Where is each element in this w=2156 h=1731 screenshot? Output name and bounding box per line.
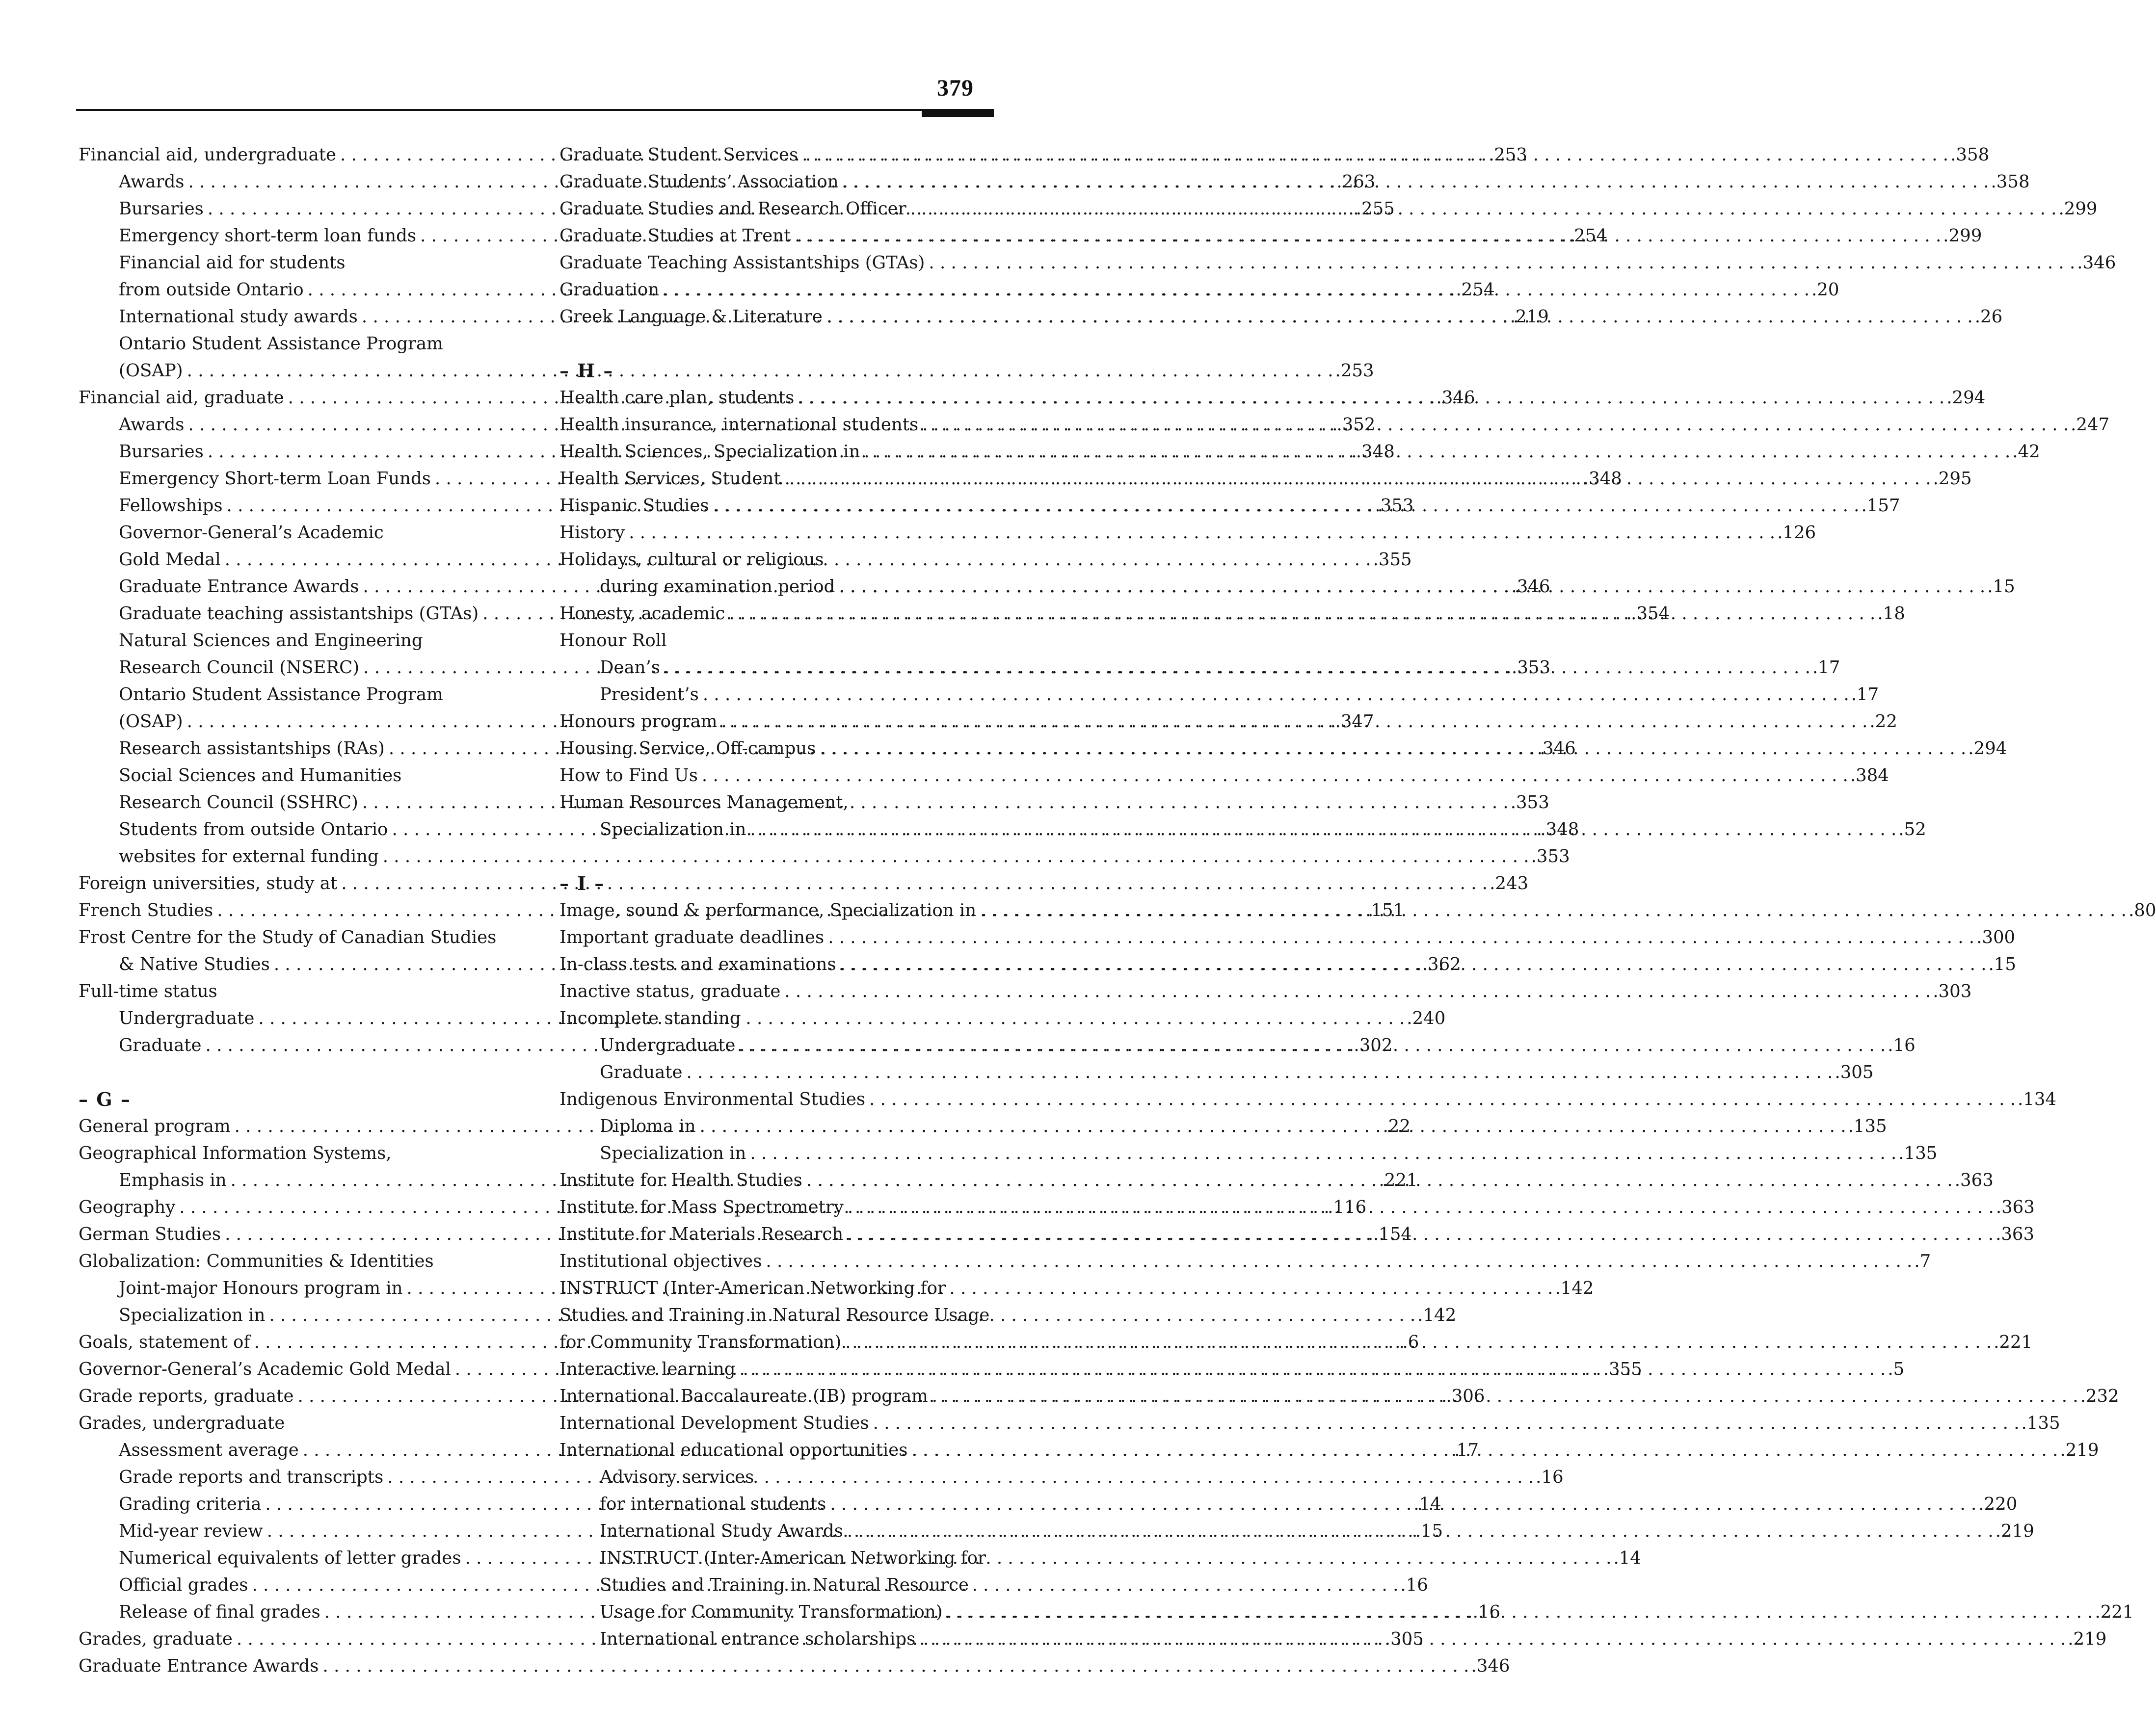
index-entry-text: Human Resources Management, <box>559 792 849 813</box>
dot-leader <box>802 1167 1955 1194</box>
index-entry-page: .22 <box>1869 711 1897 732</box>
index-entry-text: Indigenous Environmental Studies <box>559 1089 866 1109</box>
index-entry-page: .302 <box>1354 1035 1393 1055</box>
index-entry <box>79 1410 510 1437</box>
index-entry-page: .254 <box>1456 280 1495 300</box>
index-entry-text: Assessment average <box>119 1440 299 1460</box>
index-entry-page: .14 <box>1613 1548 1641 1568</box>
index-entry <box>559 978 1972 1005</box>
dot-leader <box>943 1599 2095 1626</box>
index-entry <box>559 1545 992 1572</box>
dot-leader <box>746 1140 1898 1167</box>
index-entry-text: Students from outside Ontario <box>119 819 388 839</box>
dot-leader <box>699 681 1851 708</box>
index-entry-page: .17 <box>1451 1440 1479 1460</box>
index-entry-text: German Studies <box>79 1224 221 1244</box>
index-entry-text: Graduate teaching assistantships (GTAs) <box>119 603 479 624</box>
dot-leader <box>683 1059 1835 1086</box>
index-entry-text: Greek Language & Literature <box>559 307 823 327</box>
index-entry-page: .17 <box>1851 684 1879 705</box>
index-entry-text: Graduate Studies at Trent <box>559 226 791 246</box>
dot-leader <box>835 573 1987 600</box>
index-entry-text: Social Sciences and Humanities <box>119 765 402 786</box>
index-entry-text: International study awards <box>119 307 358 327</box>
index-entry-text: French Studies <box>79 900 213 920</box>
dot-leader <box>843 1221 1996 1248</box>
index-entry-page: .348 <box>1583 469 1622 489</box>
index-entry-text: Emergency Short-term Loan Funds <box>119 469 431 489</box>
index-entry-text: Graduate <box>600 1062 683 1082</box>
dot-leader <box>659 276 1811 303</box>
index-entry-text: Hispanic Studies <box>559 496 709 516</box>
index-entry-page: .353 <box>1375 496 1414 516</box>
index-entry-text: President’s <box>600 684 699 705</box>
index-entry-text: Financial aid for students <box>119 253 346 273</box>
index-entry-text: Institutional objectives <box>559 1251 762 1271</box>
index-entry-text: Governor-General’s Academic <box>119 523 384 543</box>
dot-leader <box>746 816 1898 843</box>
index-entry-text: Graduation <box>559 280 660 300</box>
index-entry-text: & Native Studies <box>119 954 270 974</box>
dot-leader <box>836 951 1989 978</box>
index-entry <box>79 681 510 708</box>
index-entry-page: .135 <box>2021 1413 2060 1433</box>
index-entry-page: .294 <box>1968 738 2007 759</box>
index-entry-page: .352 <box>1336 415 1376 435</box>
index-entry <box>559 1275 992 1302</box>
index-entry-text: websites for external funding <box>119 846 379 866</box>
index-entry-text: (OSAP) <box>119 361 183 381</box>
dot-leader <box>918 411 2071 438</box>
index-entry-text: Usage for Community Transformation) <box>600 1602 943 1622</box>
index-entry-page: .220 <box>1978 1494 2018 1514</box>
index-entry-text: Grade reports, graduate <box>79 1386 294 1406</box>
dot-leader <box>794 384 1946 411</box>
index-entry-page: .348 <box>1356 442 1395 462</box>
index-entry <box>559 1140 1938 1167</box>
index-entry-text: INSTRUCT (Inter-American Networking for <box>600 1548 986 1568</box>
index-entry-page: .26 <box>1974 307 2003 327</box>
index-entry-page: .240 <box>1407 1008 1446 1028</box>
index-entry <box>559 1248 1931 1275</box>
dot-leader <box>915 1626 2068 1652</box>
index-entry-page: .347 <box>1335 711 1374 732</box>
index-entry-page: .17 <box>1812 657 1840 678</box>
index-entry-text: Honesty, academic <box>559 603 725 624</box>
index-entry-text: General program <box>79 1116 231 1136</box>
index-entry-page: .151 <box>1365 900 1405 920</box>
index-entry <box>79 249 510 276</box>
index-entry-text: Inactive status, graduate <box>559 981 781 1001</box>
section-heading: – G – <box>79 1088 131 1110</box>
index-entry-text: Emergency short-term loan funds <box>119 226 417 246</box>
index-entry-text: Financial aid, graduate <box>79 388 284 408</box>
index-entry-page: .346 <box>1471 1656 1510 1676</box>
index-entry-text: Research Council (NSERC) <box>119 657 360 678</box>
index-entry-page: .353 <box>1512 657 1551 678</box>
index-entry-page: .353 <box>1531 846 1570 866</box>
dot-leader <box>718 708 1870 735</box>
index-entry-text: Release of final grades <box>119 1602 320 1622</box>
index-entry-text: Undergraduate <box>119 1008 255 1028</box>
index-entry <box>559 1464 992 1491</box>
index-entry <box>79 1652 1510 1679</box>
index-entry-text: Institute for Health Studies <box>559 1170 802 1190</box>
index-entry-page: .221 <box>1379 1170 1418 1190</box>
index-entry <box>79 357 1374 384</box>
index-entry-page: .80 <box>2128 900 2156 920</box>
index-entry-page: .16 <box>1888 1035 1916 1055</box>
index-entry-page: .362 <box>1422 954 1461 974</box>
index-entry-page: .254 <box>1569 226 1608 246</box>
index-entry-page: .15 <box>1988 954 2016 974</box>
index-entry-text: Institute for Materials Research <box>559 1224 844 1244</box>
dot-leader <box>816 735 1968 762</box>
dot-leader <box>906 195 2059 222</box>
index-entry-text: Goals, statement of <box>79 1332 250 1352</box>
index-entry <box>79 330 510 357</box>
index-entry-text: History <box>559 523 625 543</box>
index-entry <box>559 546 992 573</box>
dot-leader <box>698 762 1850 789</box>
index-entry-page: .354 <box>1631 603 1670 624</box>
dot-leader <box>660 654 1812 681</box>
index-entry-text: (OSAP) <box>119 711 183 732</box>
index-entry-text: Geography <box>79 1197 176 1217</box>
index-entry <box>559 924 2016 951</box>
index-entry-page: .126 <box>1777 523 1816 543</box>
index-entry-page: .135 <box>1898 1143 1938 1163</box>
index-entry-page: .134 <box>2017 1089 2056 1109</box>
index-entry-text: International educational opportunities <box>559 1440 908 1460</box>
index-entry <box>559 519 1816 546</box>
index-entry-text: Advisory services <box>600 1467 754 1487</box>
index-entry-text: Honours program <box>559 711 718 732</box>
index-entry-text: Dean’s <box>600 657 661 678</box>
dot-leader <box>696 1113 1848 1140</box>
index-entry-page: .305 <box>1384 1629 1424 1649</box>
index-entry-page: .42 <box>2012 442 2040 462</box>
index-entry-page: .15 <box>1415 1521 1443 1541</box>
index-entry-text: Health Sciences, Specialization in <box>559 442 860 462</box>
index-entry-text: International entrance scholarships <box>600 1629 916 1649</box>
index-entry-text: Incomplete standing <box>559 1008 741 1028</box>
index-entry-page: .16 <box>1536 1467 1564 1487</box>
index-entry-text: Numerical equivalents of letter grades <box>119 1548 461 1568</box>
index-entry-page: .299 <box>2058 199 2098 219</box>
dot-leader <box>841 1329 1994 1356</box>
index-entry <box>79 924 510 951</box>
index-entry-text: How to Find Us <box>559 765 698 786</box>
index-entry-text: Gold Medal <box>119 550 221 570</box>
index-entry-text: Emphasis in <box>119 1170 227 1190</box>
index-entry-page: .52 <box>1898 819 1926 839</box>
dot-leader <box>319 1652 1471 1679</box>
index-entry-text: International Baccalaureate (IB) program <box>559 1386 928 1406</box>
index-entry-text: Institute for Mass Spectrometry <box>559 1197 844 1217</box>
index-entry-text: International Development Studies <box>559 1413 869 1433</box>
index-entry <box>559 762 1889 789</box>
index-entry <box>79 870 1529 897</box>
index-entry-text: Health insurance, international students <box>559 415 919 435</box>
index-entry-text: Studies and Training in Natural Resource <box>600 1575 969 1595</box>
index-entry-text: Fellowships <box>119 496 223 516</box>
index-entry-page: .355 <box>1603 1359 1642 1379</box>
index-entry <box>559 249 2116 276</box>
index-entry-text: Official grades <box>119 1575 248 1595</box>
index-entry-text: Studies and Training in Natural Resource Usage <box>559 1305 990 1325</box>
index-entry-page: .15 <box>1987 577 2015 597</box>
page-number: 379 <box>937 75 974 101</box>
index-entry-page: .219 <box>1995 1521 2034 1541</box>
index-entry-page: .358 <box>1950 145 1990 165</box>
index-entry-page: .116 <box>1328 1197 1367 1217</box>
dot-leader <box>791 222 1943 249</box>
index-entry-page: .7 <box>1914 1251 1931 1271</box>
index-entry-text: Grade reports and transcripts <box>119 1467 384 1487</box>
index-entry-text: Financial aid, undergraduate <box>79 145 337 165</box>
index-entry-text: Awards <box>119 415 185 435</box>
index-entry-text: Governor-General’s Academic Gold Medal <box>79 1359 451 1379</box>
index-entry-page: .353 <box>1510 792 1549 813</box>
index-entry-page: .16 <box>1400 1575 1428 1595</box>
index-entry-page: .219 <box>1510 307 1549 327</box>
index-entry-text: Specialization in <box>119 1305 266 1325</box>
index-entry-text: for Community Transformation) <box>559 1332 842 1352</box>
index-entry-text: Joint-major Honours program in <box>119 1278 403 1298</box>
dot-leader <box>823 303 1975 330</box>
index-entry-page: .16 <box>1472 1602 1501 1622</box>
dot-leader <box>839 168 1991 195</box>
index-entry-text: Important graduate deadlines <box>559 927 825 947</box>
index-entry-page: .142 <box>1417 1305 1457 1325</box>
index-entry-text: Geographical Information Systems, <box>79 1143 392 1163</box>
index-entry-text: during examination period <box>600 577 835 597</box>
index-entry-text: Frost Centre for the Study of Canadian Studies <box>79 927 497 947</box>
index-entry-page: .384 <box>1850 765 1889 786</box>
index-entry-text: Grading criteria <box>119 1494 262 1514</box>
index-entry-page: .221 <box>1994 1332 2033 1352</box>
index-entry-text: Bursaries <box>119 199 204 219</box>
index-entry-text: Bursaries <box>119 442 204 462</box>
dot-leader <box>826 1491 1978 1518</box>
index-entry-text: Mid-year review <box>119 1521 263 1541</box>
index-entry-page: .20 <box>1811 280 1839 300</box>
index-entry-page: .253 <box>1335 361 1374 381</box>
index-entry-text: Full-time status <box>79 981 217 1001</box>
index-entry-text: Health care plan, students <box>559 388 795 408</box>
dot-leader <box>925 249 2077 276</box>
section-gap <box>559 843 992 870</box>
dot-leader <box>976 897 2129 924</box>
index-entry-text: INSTRUCT (Inter-American Networking for <box>559 1278 946 1298</box>
index-entry-text: Specialization in <box>600 1143 746 1163</box>
index-entry-page: .14 <box>1413 1494 1441 1514</box>
index-entry-text: Health Services, Student <box>559 469 781 489</box>
dot-leader <box>798 141 1950 168</box>
index-entry-text: Diploma in <box>600 1116 696 1136</box>
dot-leader <box>843 1518 1996 1545</box>
dot-leader <box>780 978 1933 1005</box>
dot-leader <box>907 1437 2060 1464</box>
index-entry <box>559 1329 2033 1356</box>
index-entry <box>559 789 992 816</box>
header-rule <box>76 109 994 111</box>
index-entry-text: Image, sound & performance, Specialization in <box>559 900 977 920</box>
index-entry-page: .5 <box>1888 1359 1905 1379</box>
index-entry-text: Graduate <box>119 1035 202 1055</box>
index-entry-text: from outside Ontario <box>119 280 304 300</box>
index-entry-page: .346 <box>1511 577 1550 597</box>
dot-leader <box>625 519 1777 546</box>
dot-leader <box>735 1356 1888 1383</box>
index-entry-page: .219 <box>2068 1629 2107 1649</box>
dot-leader <box>860 438 2012 465</box>
index-entry <box>559 1410 2060 1437</box>
index-entry-page: .232 <box>2080 1386 2119 1406</box>
header-rule-accent <box>922 109 994 117</box>
section-gap <box>79 1059 510 1086</box>
index-entry-text: Research assistantships (RAs) <box>119 738 385 759</box>
index-entry-page: .363 <box>1954 1170 1994 1190</box>
index-entry-page: .346 <box>1537 738 1576 759</box>
index-entry <box>559 1059 1874 1086</box>
dot-leader <box>781 465 1933 492</box>
index-entry-page: .263 <box>1336 172 1376 192</box>
index-entry-text: Foreign universities, study at <box>79 873 338 893</box>
index-entry <box>79 627 510 654</box>
index-entry-page: .135 <box>1848 1116 1887 1136</box>
index-entry <box>559 627 992 654</box>
index-entry-page: .358 <box>1991 172 2030 192</box>
index-entry-page: .355 <box>1373 550 1412 570</box>
index-entry-page: .255 <box>1356 199 1395 219</box>
index-entry-page: .253 <box>1488 145 1527 165</box>
index-entry <box>559 1086 2056 1113</box>
index-entry <box>79 519 510 546</box>
index-entry-text: Graduate Students’ Association <box>559 172 839 192</box>
index-entry-text: Housing Service, Off-campus <box>559 738 816 759</box>
index-entry-page: .305 <box>1835 1062 1874 1082</box>
index-entry-page: .299 <box>1943 226 1982 246</box>
index-entry-text: Graduate Entrance Awards <box>79 1656 319 1676</box>
index-entry-page: .18 <box>1877 603 1905 624</box>
index-entry-text: Natural Sciences and Engineering <box>119 630 423 651</box>
index-entry-text: Ontario Student Assistance Program <box>119 684 443 705</box>
index-entry-text: Holidays, cultural or religious <box>559 550 824 570</box>
index-entry <box>79 978 510 1005</box>
index-entry-text: Interactive learning <box>559 1359 736 1379</box>
index-entry <box>559 681 1879 708</box>
index-entry-text: Honour Roll <box>559 630 667 651</box>
dot-leader <box>762 1248 1914 1275</box>
dot-leader <box>928 1383 2080 1410</box>
index-entry-page: .6 <box>1402 1332 1419 1352</box>
index-entry-page: .346 <box>1436 388 1475 408</box>
index-entry <box>559 1572 992 1599</box>
section-heading: – H – <box>559 360 614 382</box>
dot-leader <box>709 492 1862 519</box>
index-entry-text: Awards <box>119 172 185 192</box>
dot-leader <box>844 1194 1996 1221</box>
index-entry-text: Undergraduate <box>600 1035 736 1055</box>
index-entry-page: .154 <box>1373 1224 1412 1244</box>
dot-leader <box>725 600 1877 627</box>
index-entry <box>79 1140 510 1167</box>
index-entry-text: Research Council (SSHRC) <box>119 792 358 813</box>
index-entry-page: .300 <box>1976 927 2016 947</box>
index-entry-text: International Study Awards <box>600 1521 843 1541</box>
index-entry-text: Globalization: Communities & Identities <box>79 1251 434 1271</box>
index-entry-page: .22 <box>1383 1116 1411 1136</box>
index-entry-text: Graduate Student Services <box>559 145 799 165</box>
index-entry-page: .303 <box>1933 981 1972 1001</box>
index-entry-page: .221 <box>2095 1602 2134 1622</box>
dot-leader <box>869 1410 2022 1437</box>
index-entry-page: .294 <box>1946 388 1986 408</box>
index-entry-page: .243 <box>1490 873 1529 893</box>
index-entry-text: Graduate Studies and Research Officer <box>559 199 906 219</box>
index-entry-page: .247 <box>2071 415 2110 435</box>
index-entry-text: for international students <box>600 1494 826 1514</box>
index-entry-text: In-class tests and examinations <box>559 954 836 974</box>
section-heading: – I – <box>559 872 605 894</box>
dot-leader <box>824 924 1976 951</box>
index-entry-page: .157 <box>1861 496 1900 516</box>
index-entry-page: .346 <box>2077 253 2116 273</box>
index-entry <box>559 1302 992 1329</box>
index-entry-text: Grades, undergraduate <box>79 1413 285 1433</box>
index-entry <box>79 843 1570 870</box>
index-entry-text: Graduate Teaching Assistantships (GTAs) <box>559 253 925 273</box>
index-entry-text: Specialization in <box>600 819 746 839</box>
index-entry-text: Graduate Entrance Awards <box>119 577 359 597</box>
index-entry-page: .142 <box>1555 1278 1594 1298</box>
index-entry-page: .219 <box>2060 1440 2099 1460</box>
index-entry-page: .363 <box>1996 1224 2035 1244</box>
index-entry-page: .363 <box>1996 1197 2035 1217</box>
section-gap <box>559 330 992 357</box>
index-entry-page: .348 <box>1540 819 1579 839</box>
index-entry-page: .306 <box>1446 1386 1485 1406</box>
index-entry-text: Ontario Student Assistance Program <box>119 334 443 354</box>
index-entry <box>559 1005 992 1032</box>
dot-leader <box>735 1032 1888 1059</box>
index-entry <box>79 762 510 789</box>
index-entry-text: Grades, graduate <box>79 1629 233 1649</box>
dot-leader <box>865 1086 2018 1113</box>
index-entry-page: .295 <box>1933 469 1972 489</box>
index-entry <box>79 1248 510 1275</box>
